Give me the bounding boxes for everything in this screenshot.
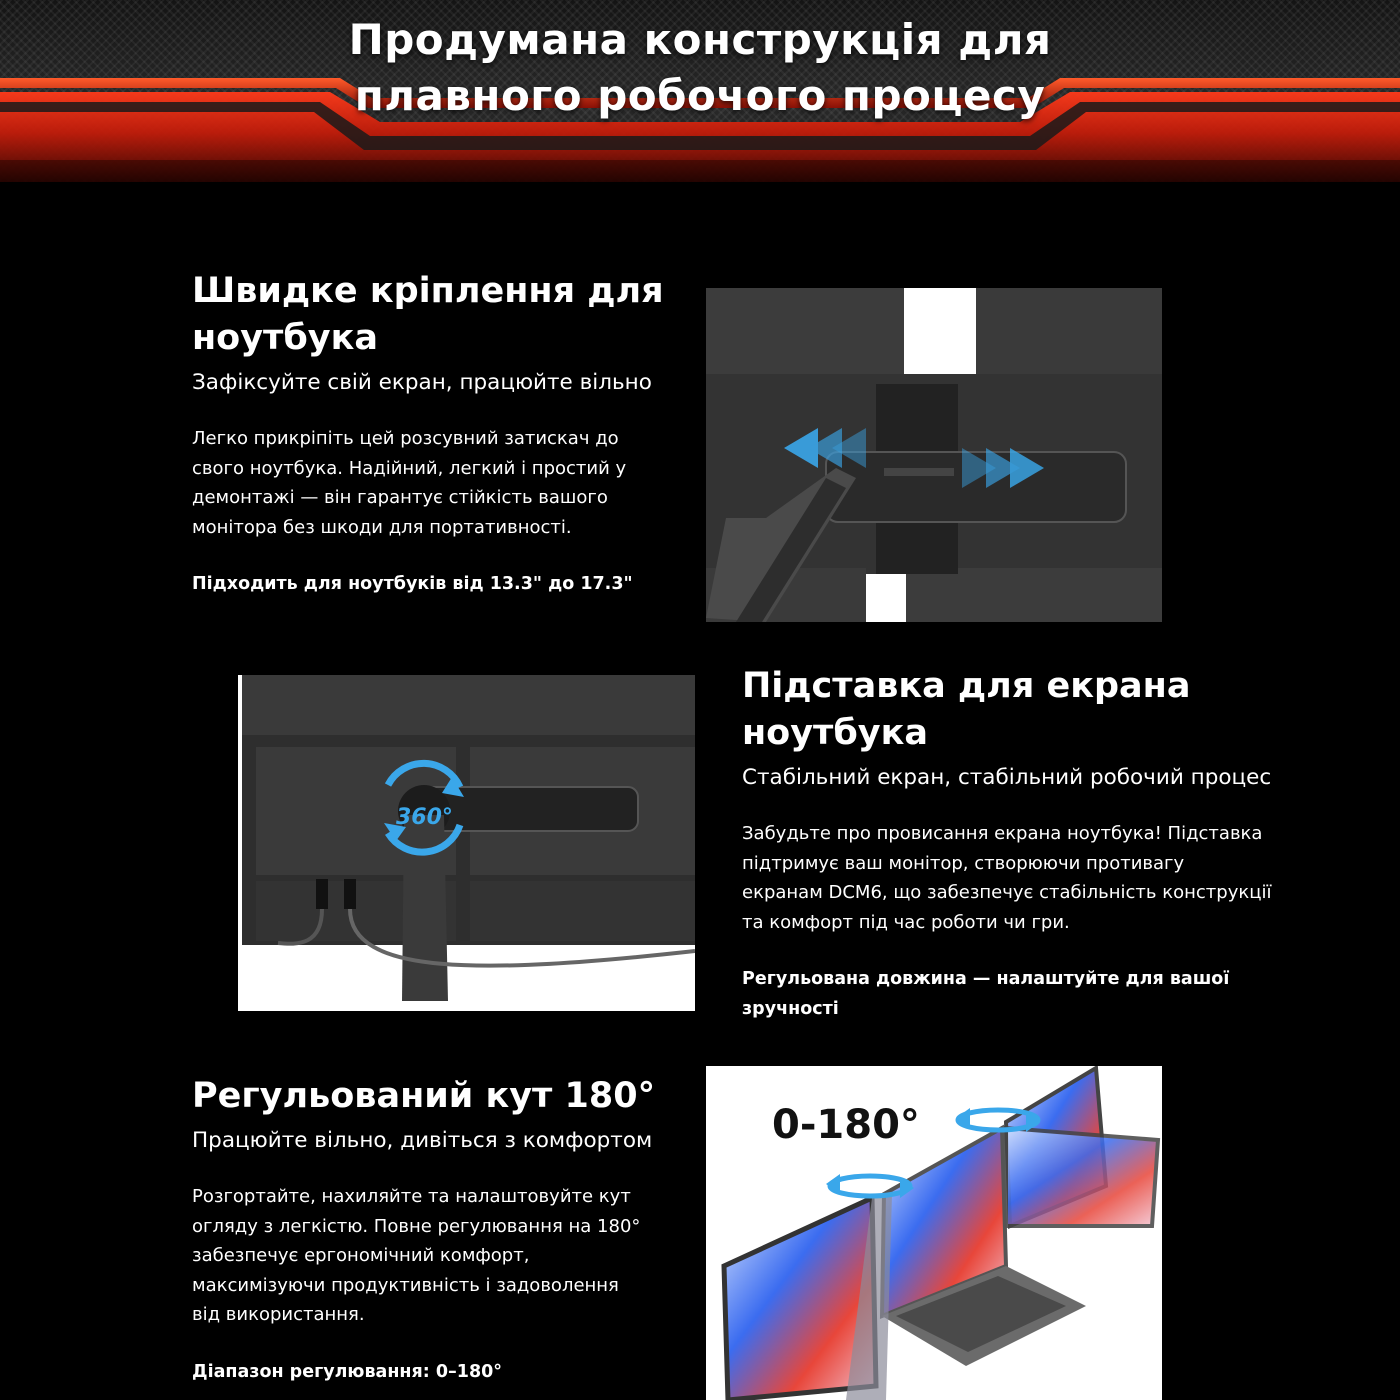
section-title	[192, 268, 692, 362]
banner-title-line: Продумана конструкція для	[348, 15, 1052, 64]
section-title-line: Підставка для екрана	[742, 666, 1191, 706]
section-note	[742, 965, 1302, 1024]
section-title	[192, 1073, 692, 1120]
section-adjustable-angle	[192, 1073, 692, 1387]
section-title-line: ноутбука	[192, 318, 378, 358]
body-line: Легко прикріпіть цей розсувний затискач до	[192, 428, 619, 449]
body-line: підтримує ваш монітор, створюючи противагу	[742, 852, 1185, 874]
body-line: екранам DCM6, що забезпечує стабільність конструкції	[742, 882, 1272, 903]
section-title-line: Регульований кут 180°	[192, 1076, 656, 1116]
body-line: від використання.	[192, 1304, 365, 1325]
header-banner	[0, 0, 1400, 182]
note-line: Діапазон регулювання: 0–180°	[192, 1361, 503, 1382]
angle-label: 0-180°	[772, 1102, 920, 1148]
body-line: огляду з легкістю. Повне регулювання на 180°	[192, 1215, 641, 1237]
note-line: зручності	[742, 998, 839, 1019]
angle-image	[706, 1066, 1162, 1400]
section-subtitle: Зафіксуйте свій екран, працюйте вільно	[192, 370, 652, 395]
section-body	[192, 424, 692, 542]
stand-image	[238, 675, 695, 1011]
section-title	[742, 663, 1302, 757]
body-line: Розгортайте, нахиляйте та налаштовуйте кут	[192, 1186, 631, 1207]
section-subtitle: Стабільний екран, стабільний робочий процес	[742, 765, 1272, 790]
section-subtitle: Працюйте вільно, дивіться з комфортом	[192, 1128, 653, 1153]
section-note	[192, 570, 692, 600]
section-note	[192, 1358, 692, 1388]
section-title-line: ноутбука	[742, 713, 928, 753]
body-line: максимізуючи продуктивність і задоволення	[192, 1274, 619, 1296]
banner-title	[0, 12, 1400, 124]
section-body	[742, 819, 1302, 937]
body-line: свого ноутбука. Надійний, легкий і простий у	[192, 457, 627, 479]
body-line: забезпечує ергономічний комфорт,	[192, 1245, 530, 1266]
body-line: та комфорт під час роботи чи гри.	[742, 911, 1070, 933]
note-line: Підходить для ноутбуків від 13.3" до 17.3"	[192, 574, 633, 594]
note-line: Регульована довжина — налаштуйте для вашої	[742, 969, 1230, 989]
section-quick-mount	[192, 268, 692, 600]
section-screen-stand	[742, 663, 1302, 1024]
section-body	[192, 1182, 692, 1330]
section-title-line: Швидке кріплення для	[192, 271, 664, 311]
clamp-image	[706, 288, 1162, 622]
body-line: демонтажі — він гарантує стійкість вашого	[192, 487, 608, 508]
rotation-label: 360°	[396, 805, 453, 830]
banner-title-line: плавного робочого процесу	[354, 71, 1046, 120]
body-line: монітора без шкоди для портативності.	[192, 516, 572, 538]
body-line: Забудьте про провисання екрана ноутбука! Підставка	[742, 823, 1263, 844]
